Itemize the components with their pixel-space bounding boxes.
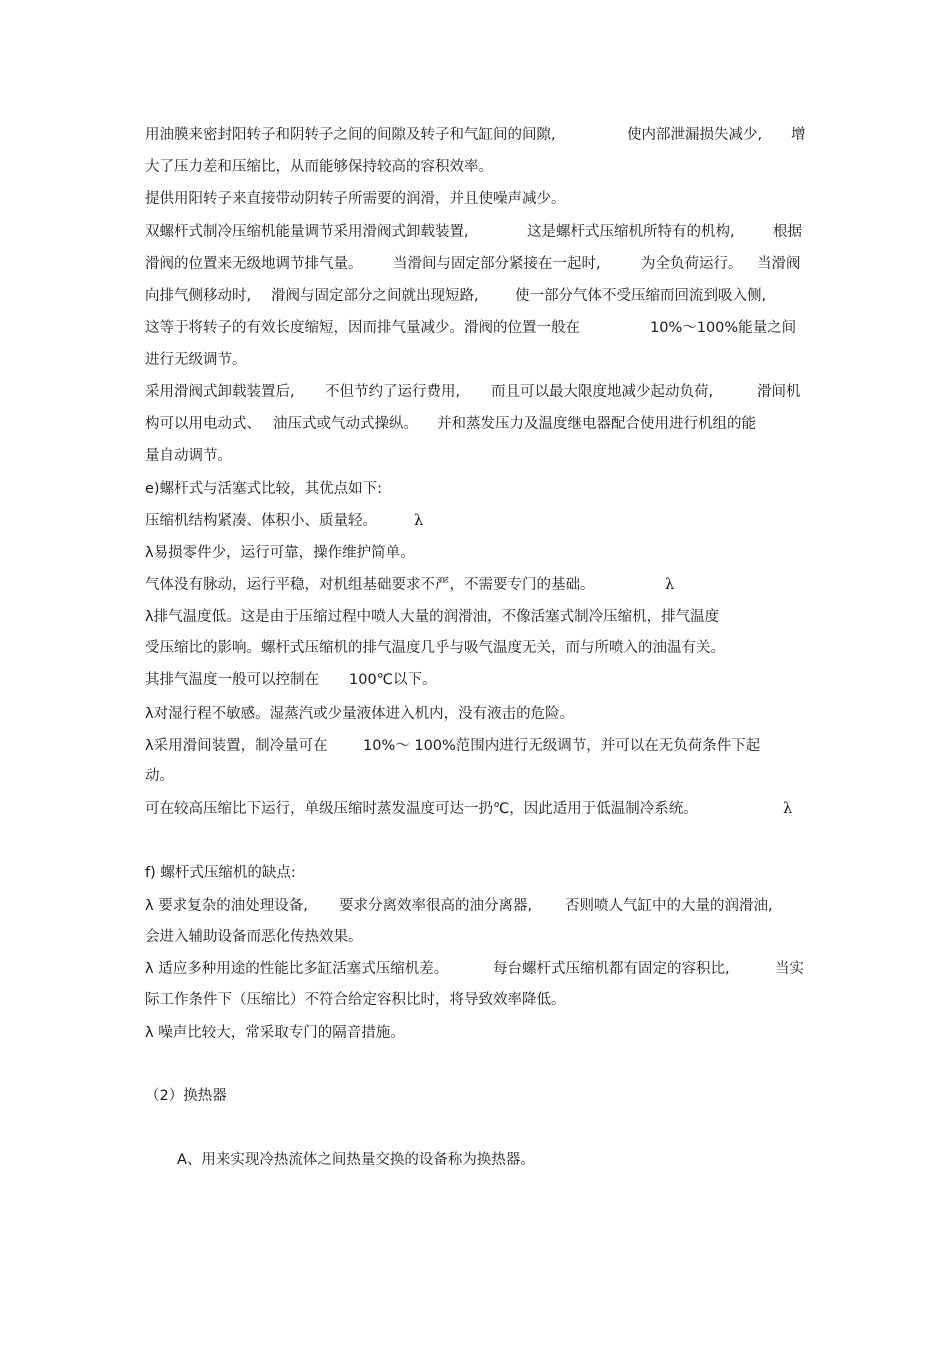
text-segment: 受压缩比的影响。螺杆式压缩机的排气温度几乎与吸气温度无关，而与所喷入的油温有关。 xyxy=(145,640,725,656)
text-segment: 会进入辅助设备而恶化传热效果。 xyxy=(145,929,363,945)
text-segment: 向排气侧移动时, xyxy=(145,288,252,304)
text-segment: 增 xyxy=(791,127,806,143)
text-line xyxy=(145,412,815,436)
text-segment: 并和蒸发压力及温度继电器配合使用进行机组的能 xyxy=(437,416,756,432)
text-segment: 构可以用电动式、 xyxy=(145,416,261,432)
text-line xyxy=(145,155,815,179)
text-line xyxy=(145,348,815,372)
text-segment: 100℃以下。 xyxy=(349,672,437,688)
text-line xyxy=(145,316,815,340)
text-segment: 当滑间与固定部分紧接在一起时, xyxy=(393,256,601,272)
text-segment: 10%～100%能量之间 xyxy=(650,320,797,336)
text-line xyxy=(145,123,815,147)
text-segment: 用油膜来密封阳转子和阴转子之间的间隙及转子和气缸间的间隙, xyxy=(145,127,556,143)
text-segment: 油压式或气动式操纵。 xyxy=(273,416,418,432)
text-segment: 否则喷人气缸中的大量的润滑油, xyxy=(565,898,773,914)
text-line xyxy=(145,380,815,404)
text-line xyxy=(145,509,815,533)
text-line xyxy=(145,252,815,276)
text-segment: λ采用滑间装置，制冷量可在 xyxy=(145,738,328,754)
text-line xyxy=(145,702,815,726)
text-segment: 动。 xyxy=(145,768,174,784)
lambda-bullet: λ xyxy=(665,577,675,593)
text-line xyxy=(145,1021,815,1045)
text-segment: 而且可以最大限度地减少起动负荷, xyxy=(491,384,714,400)
text-segment: 这等于将转子的有效长度缩短，因而排气量减少。滑阀的位置一般在 xyxy=(145,320,580,336)
text-segment: 滑阀的位置来无级地调节排气量。 xyxy=(145,256,363,272)
text-line xyxy=(145,573,815,597)
text-segment: 为全负荷运行。 xyxy=(641,256,743,272)
text-segment: 际工作条件下（压缩比）不符合给定容积比时，将导致效率降低。 xyxy=(145,992,566,1008)
lambda-bullet: λ xyxy=(414,513,424,529)
text-segment: 10%～ 100%范围内进行无级调节，并可以在无负荷条件下起 xyxy=(363,738,761,754)
text-line xyxy=(145,764,815,788)
text-line xyxy=(145,925,815,949)
text-segment: 不但节约了运行费用, xyxy=(325,384,461,400)
text-line xyxy=(145,861,815,885)
text-segment: 压缩机结构紧凑、体积小、质量轻。 xyxy=(145,513,377,529)
section-heading xyxy=(145,1084,815,1108)
text-line xyxy=(145,668,815,692)
text-segment: （2）换热器 xyxy=(145,1088,227,1104)
text-segment: 当实 xyxy=(775,961,804,977)
lambda-bullet: λ xyxy=(783,801,793,817)
text-line xyxy=(145,605,815,629)
text-segment: 提供用阳转子来直接带动阴转子所需要的润滑，并且使噪声减少。 xyxy=(145,191,566,207)
text-line xyxy=(145,541,815,565)
text-segment: λ对湿行程不敏感。湿蒸汽或少量液体进入机内，没有液击的危险。 xyxy=(145,706,575,722)
text-line xyxy=(145,957,815,981)
text-segment: 量自动调节。 xyxy=(145,448,232,464)
text-segment: e)螺杆式与活塞式比较，其优点如下: xyxy=(145,481,382,497)
text-line xyxy=(145,220,815,244)
text-segment: 大了压力差和压缩比，从而能够保持较高的容积效率。 xyxy=(145,159,493,175)
text-line xyxy=(145,734,815,758)
text-line xyxy=(145,444,815,468)
text-segment: 当滑阀 xyxy=(757,256,801,272)
text-line xyxy=(145,477,815,501)
text-line xyxy=(145,988,815,1012)
text-segment: f) 螺杆式压缩机的缺点: xyxy=(145,865,296,881)
text-segment: λ 适应多种用途的性能比多缸活塞式压缩机差。 xyxy=(145,961,449,977)
text-segment: 滑间机 xyxy=(757,384,801,400)
text-segment: 进行无级调节。 xyxy=(145,352,247,368)
text-segment: λ易损零件少，运行可靠，操作维护简单。 xyxy=(145,545,415,561)
text-segment: 双螺杆式制冷压缩机能量调节采用滑阀式卸载装置, xyxy=(145,224,469,240)
text-line xyxy=(145,636,815,660)
text-line xyxy=(145,187,815,211)
text-segment: 每台螺杆式压缩机都有固定的容积比, xyxy=(493,961,730,977)
text-segment: 使内部泄漏损失减少, xyxy=(627,127,763,143)
text-segment: 气体没有脉动，运行平稳，对机组基础要求不严，不需要专门的基础。 xyxy=(145,577,595,593)
text-segment: 其排气温度一般可以控制在 xyxy=(145,672,319,688)
text-line xyxy=(177,1148,847,1172)
text-line xyxy=(145,797,815,821)
text-segment: 可在较高压缩比下运行，单级压缩时蒸发温度可达一扔℃，因此适用于低温制冷系统。 xyxy=(145,801,698,817)
text-segment: 滑阀与固定部分之间就出现短路, xyxy=(271,288,479,304)
text-segment: λ 噪声比较大，常采取专门的隔音措施。 xyxy=(145,1025,405,1041)
text-segment: λ 要求复杂的油处理设备, xyxy=(145,898,308,914)
text-segment: 这是螺杆式压缩机所特有的机构, xyxy=(527,224,735,240)
text-line xyxy=(145,284,815,308)
text-segment: 根据 xyxy=(773,224,802,240)
text-segment: λ排气温度低。这是由于压缩过程中喷人大量的润滑油，不像活塞式制冷压缩机，排气温度 xyxy=(145,609,720,625)
text-segment: 采用滑阀式卸载装置后, xyxy=(145,384,295,400)
text-line xyxy=(145,894,815,918)
text-segment: A、用来实现冷热流体之间热量交换的设备称为换热器。 xyxy=(177,1152,535,1168)
text-segment: 要求分离效率很高的油分离器, xyxy=(339,898,533,914)
text-segment: 使一部分气体不受压缩而回流到吸入侧, xyxy=(515,288,767,304)
